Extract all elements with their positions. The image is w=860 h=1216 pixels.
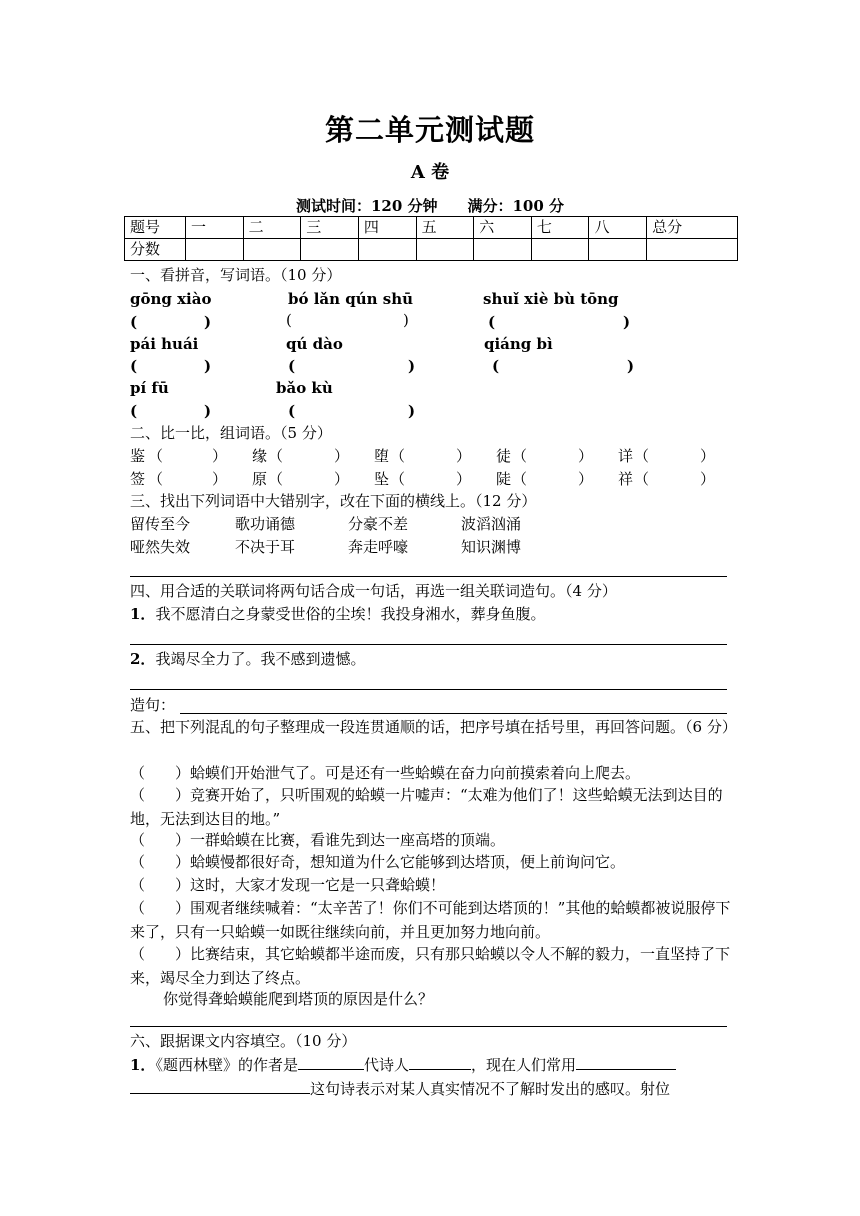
score-cell[interactable] [301, 239, 359, 261]
answer-paren-open: （ [390, 470, 406, 488]
answer-line[interactable] [130, 1026, 727, 1027]
sentence-item: （ ）蛤蟆们开始泄气了。可是还有一些蛤蟆在奋力向前摸索着向上爬去。 [130, 764, 641, 782]
char-item: 坠 [374, 470, 390, 488]
score-table-header-cell: 题号 [125, 217, 186, 239]
score-table-header-cell: 二 [243, 217, 301, 239]
question-item [130, 604, 545, 624]
score-table-header-cell: 四 [358, 217, 416, 239]
question-number: 2． [130, 650, 156, 668]
answer-line[interactable] [130, 644, 727, 645]
idiom-item: 知识渊博 [461, 538, 522, 556]
answer-paren-close: ） [212, 470, 228, 488]
score-table-header-row [125, 217, 738, 239]
idiom-item: 不决于耳 [235, 538, 296, 556]
answer-paren-open: （ [148, 447, 164, 465]
pinyin-item: bǎo kù [276, 379, 333, 397]
score-table-score-row [125, 239, 738, 261]
score-cell[interactable] [474, 239, 532, 261]
idiom-item: 哑然失效 [130, 538, 191, 556]
answer-paren-close: ) [408, 402, 416, 420]
answer-paren-close: ） [456, 470, 472, 488]
answer-paren-close: ) [627, 357, 635, 375]
answer-paren-open: （ [268, 470, 284, 488]
zaoju-answer-line[interactable] [180, 713, 727, 714]
question-text: 我竭尽全力了。我不感到遗憾。 [155, 650, 366, 668]
score-table [124, 216, 738, 261]
pinyin-item: gōng xiào [130, 290, 212, 308]
idiom-item: 奔走呼嚎 [348, 538, 409, 556]
answer-paren-close: ） [334, 447, 350, 465]
char-item: 签 [130, 470, 146, 488]
page-title: 第二单元测试题 [324, 113, 535, 147]
score-table-header-cell: 五 [416, 217, 474, 239]
answer-paren-open: ( [288, 357, 296, 375]
score-table-header-cell: 三 [301, 217, 359, 239]
pinyin-item: qiáng bì [484, 335, 553, 353]
answer-paren-open: （ [634, 470, 650, 488]
pinyin-item: pái huái [130, 335, 199, 353]
answer-paren-close: ) [403, 311, 409, 329]
score-table-row-label: 分数 [125, 239, 186, 261]
answer-paren-open: ( [492, 357, 500, 375]
sentence-item: （ ）一群蛤蟆在比赛，看谁先到达一座高塔的顶端。 [130, 831, 506, 849]
char-item: 详 [618, 447, 634, 465]
sentence-item: （ ）蛤蟆慢都很好奇，想知道为什么它能够到达塔顶，便上前询问它。 [130, 853, 626, 871]
char-item: 陡 [496, 470, 512, 488]
score-table-header-cell: 八 [589, 217, 647, 239]
answer-paren-open: （ [390, 447, 406, 465]
question-item [130, 649, 365, 669]
pinyin-item: qú dào [286, 335, 343, 353]
sentence-item: （ ）围观者继续喊着：“太辛苦了！你们不可能到达塔顶的！”其他的蛤蟆都被说服停下来了，只有一只蛤蟆一如既往继续向前，并且更加努力地向前。 [130, 899, 731, 941]
char-item: 堕 [374, 447, 390, 465]
pinyin-item: bó lǎn qún shū [288, 290, 414, 308]
char-item: 原 [252, 470, 268, 488]
fill-blank[interactable] [130, 1078, 310, 1094]
score-table-header-cell: 总分 [647, 217, 738, 239]
answer-line[interactable] [130, 689, 727, 690]
question-text: ，现在人们常用 [470, 1056, 576, 1074]
idiom-item: 留传至今 [130, 515, 191, 533]
sentence-item: （ ）比赛结束，其它蛤蟆都半途而废，只有那只蛤蟆以令人不解的毅力，一直坚持了下来，竭尽全力到达了终点。 [130, 945, 731, 987]
fill-blank[interactable] [576, 1054, 676, 1070]
section-6-heading: 六、跟据课文内容填空。（10 分） [130, 1032, 357, 1050]
fill-question-line [130, 1078, 670, 1099]
score-cell[interactable] [416, 239, 474, 261]
fill-question-line [130, 1054, 676, 1075]
answer-paren-open: ( [130, 402, 138, 420]
pinyin-item: shuǐ xiè bù tōng [483, 290, 619, 308]
score-cell[interactable] [647, 239, 738, 261]
section-1-heading: 一、看拼音，写词语。（10 分） [130, 266, 342, 284]
exam-info: 测试时间：120 分钟 满分：100 分 [295, 197, 565, 215]
question-text: 这句诗表示对某人真实情况不了解时发出的感叹。射位 [310, 1080, 671, 1098]
score-cell[interactable] [589, 239, 647, 261]
question-text: 代诗人 [363, 1056, 409, 1074]
answer-paren-open: ( [130, 313, 138, 331]
question-number: 1． [130, 1056, 156, 1074]
score-cell[interactable] [531, 239, 589, 261]
char-item: 祥 [618, 470, 634, 488]
score-table-header-cell: 七 [531, 217, 589, 239]
answer-paren-close: ) [204, 402, 212, 420]
fill-blank[interactable] [409, 1054, 471, 1070]
char-item: 徒 [496, 447, 512, 465]
sentence-item: （ ）竞赛开始了，只听围观的蛤蟆一片嘘声：“太难为他们了！这些蛤蟆无法到达目的地，无法到达目的地。” [130, 786, 723, 828]
score-cell[interactable] [186, 239, 244, 261]
question-number: 1． [130, 605, 156, 623]
score-table-header-cell: 一 [186, 217, 244, 239]
answer-paren-close: ） [700, 447, 716, 465]
answer-paren-open: （ [512, 447, 528, 465]
answer-paren-close: ) [408, 357, 416, 375]
paper-subtitle: A 卷 [410, 162, 450, 183]
score-cell[interactable] [358, 239, 416, 261]
question-text: 我不愿清白之身蒙受世俗的尘埃！我投身湘水，葬身鱼腹。 [155, 605, 546, 623]
answer-paren-close: ） [212, 447, 228, 465]
answer-paren-open: ( [488, 313, 496, 331]
answer-paren-open: （ [634, 447, 650, 465]
score-table-header-cell: 六 [474, 217, 532, 239]
section-5-question: 你觉得聋蛤蟆能爬到塔顶的原因是什么？ [163, 990, 434, 1008]
char-item: 鉴 [130, 447, 146, 465]
answer-paren-close: ） [578, 470, 594, 488]
section-3-heading: 三、找出下列词语中大错别字，改在下面的横线上。（12 分） [130, 492, 537, 510]
answer-paren-close: ) [204, 313, 212, 331]
zaoju-label: 造句： [130, 696, 176, 714]
answer-paren-close: ） [334, 470, 350, 488]
section-2-heading: 二、比一比，组词语。（5 分） [130, 424, 332, 442]
idiom-item: 波滔汹涌 [461, 515, 522, 533]
score-cell[interactable] [243, 239, 301, 261]
answer-paren-open: ( [286, 311, 292, 329]
pinyin-item: pí fū [130, 379, 169, 397]
fill-blank[interactable] [298, 1054, 364, 1070]
answer-paren-close: ) [623, 313, 631, 331]
answer-paren-close: ） [456, 447, 472, 465]
section-4-heading: 四、用合适的关联词将两句话合成一句话，再选一组关联词造句。（4 分） [130, 582, 617, 600]
idiom-item: 歌功诵德 [235, 515, 296, 533]
answer-paren-open: （ [148, 470, 164, 488]
answer-paren-open: ( [130, 357, 138, 375]
idiom-item: 分豪不差 [348, 515, 409, 533]
sentence-item: （ ）这时，大家才发现一它是一只聋蛤蟆！ [130, 876, 446, 894]
question-text: 《题西林壁》的作者是 [155, 1056, 298, 1074]
answer-paren-open: ( [288, 402, 296, 420]
answer-paren-close: ) [204, 357, 212, 375]
char-item: 缘 [252, 447, 268, 465]
answer-line[interactable] [130, 576, 727, 577]
section-5-heading: 五、把下列混乱的句子整理成一段连贯通顺的话，把序号填在括号里，再回答问题。（6 分） [130, 718, 737, 736]
answer-paren-open: （ [268, 447, 284, 465]
answer-paren-open: （ [512, 470, 528, 488]
answer-paren-close: ） [700, 470, 716, 488]
answer-paren-close: ） [578, 447, 594, 465]
